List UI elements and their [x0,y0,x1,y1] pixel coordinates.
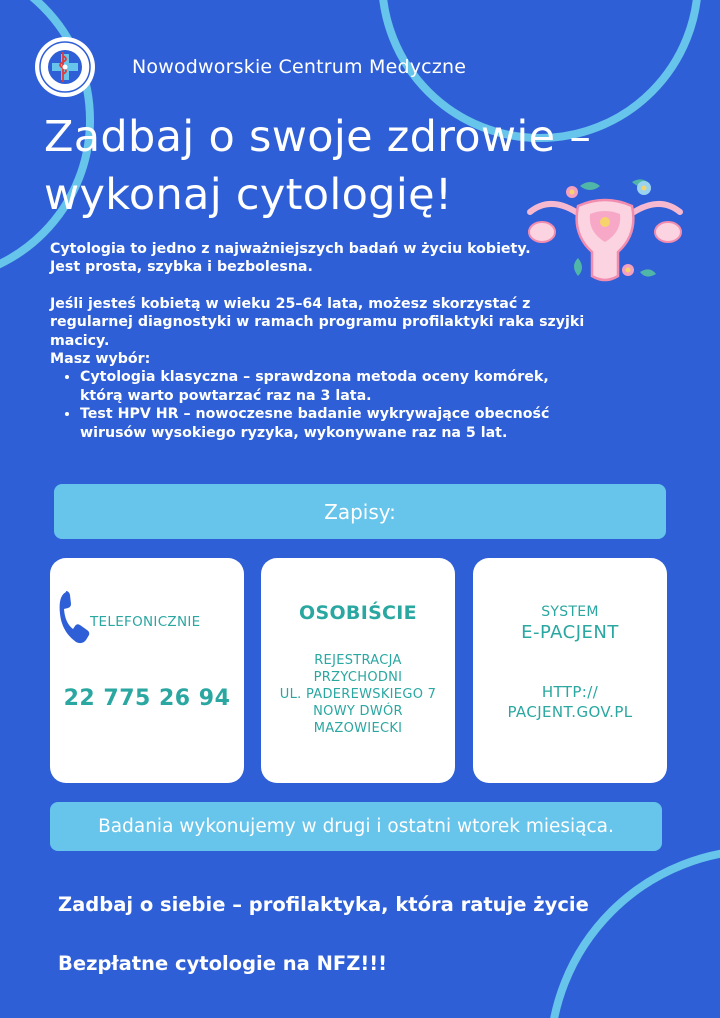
headline-line-1: Zadbaj o swoje zdrowie – [44,112,592,162]
intro-line-2: Jest prosta, szybka i bezbolesna. [50,259,313,276]
eligibility-line-1: Jeśli jesteś kobietą w wieku 25–64 lata, możesz skorzystać z [50,295,531,312]
organization-name: Nowodworskie Centrum Medyczne [132,56,467,78]
footer-free-note: Bezpłatne cytologie na NFZ!!! [58,952,388,975]
schedule-banner: Badania wykonujemy w drugi i ostatni wtorek miesiąca. [50,802,662,851]
headline-line-2: wykonaj cytologię! [44,170,453,220]
phone-icon [56,588,92,646]
registration-heading: Zapisy: [54,484,666,539]
phone-number[interactable]: 22 775 26 94 [63,686,231,711]
choice-list [50,368,590,442]
online-label-line-2: E-PACJENT [521,622,619,643]
intro-line-1: Cytologia to jedno z najważniejszych badań w życiu kobiety. [50,241,531,257]
clinic-logo [34,36,96,98]
footer-slogan: Zadbaj o siebie – profilaktyka, która ratuje życie [58,893,589,916]
online-url-link[interactable]: HTTP:// PACJENT.GOV.PL [507,683,633,721]
list-item: • Test HPV HR – nowoczesne badanie wykrywające obecność wirusów wysokiego ryzyka, wykonywane raz na 5 lat. [80,405,590,442]
phone-label: TELEFONICZNIE [90,614,201,630]
page-headline [44,108,591,224]
eligibility-line-3: macicy. [50,332,110,349]
in-person-registration-card [261,558,455,783]
online-label-line-1: SYSTEM [541,604,599,620]
in-person-label: OSOBIŚCIE [299,602,417,624]
choice-label: Masz wybór: [50,351,151,368]
online-registration-card [473,558,667,783]
clinic-address: REJESTRACJA PRZYCHODNI UL. PADEREWSKIEGO 7 NOWY DWÓR MAZOWIECKI [279,653,437,736]
article-body [50,240,590,442]
phone-registration-card [50,558,244,783]
list-item: • Cytologia klasyczna – sprawdzona metoda oceny komórek, którą warto powtarzać raz na 3 lata. [80,368,590,405]
eligibility-line-2: regularnej diagnostyki w ramach programu profilaktyki raka szyjki [50,314,585,331]
